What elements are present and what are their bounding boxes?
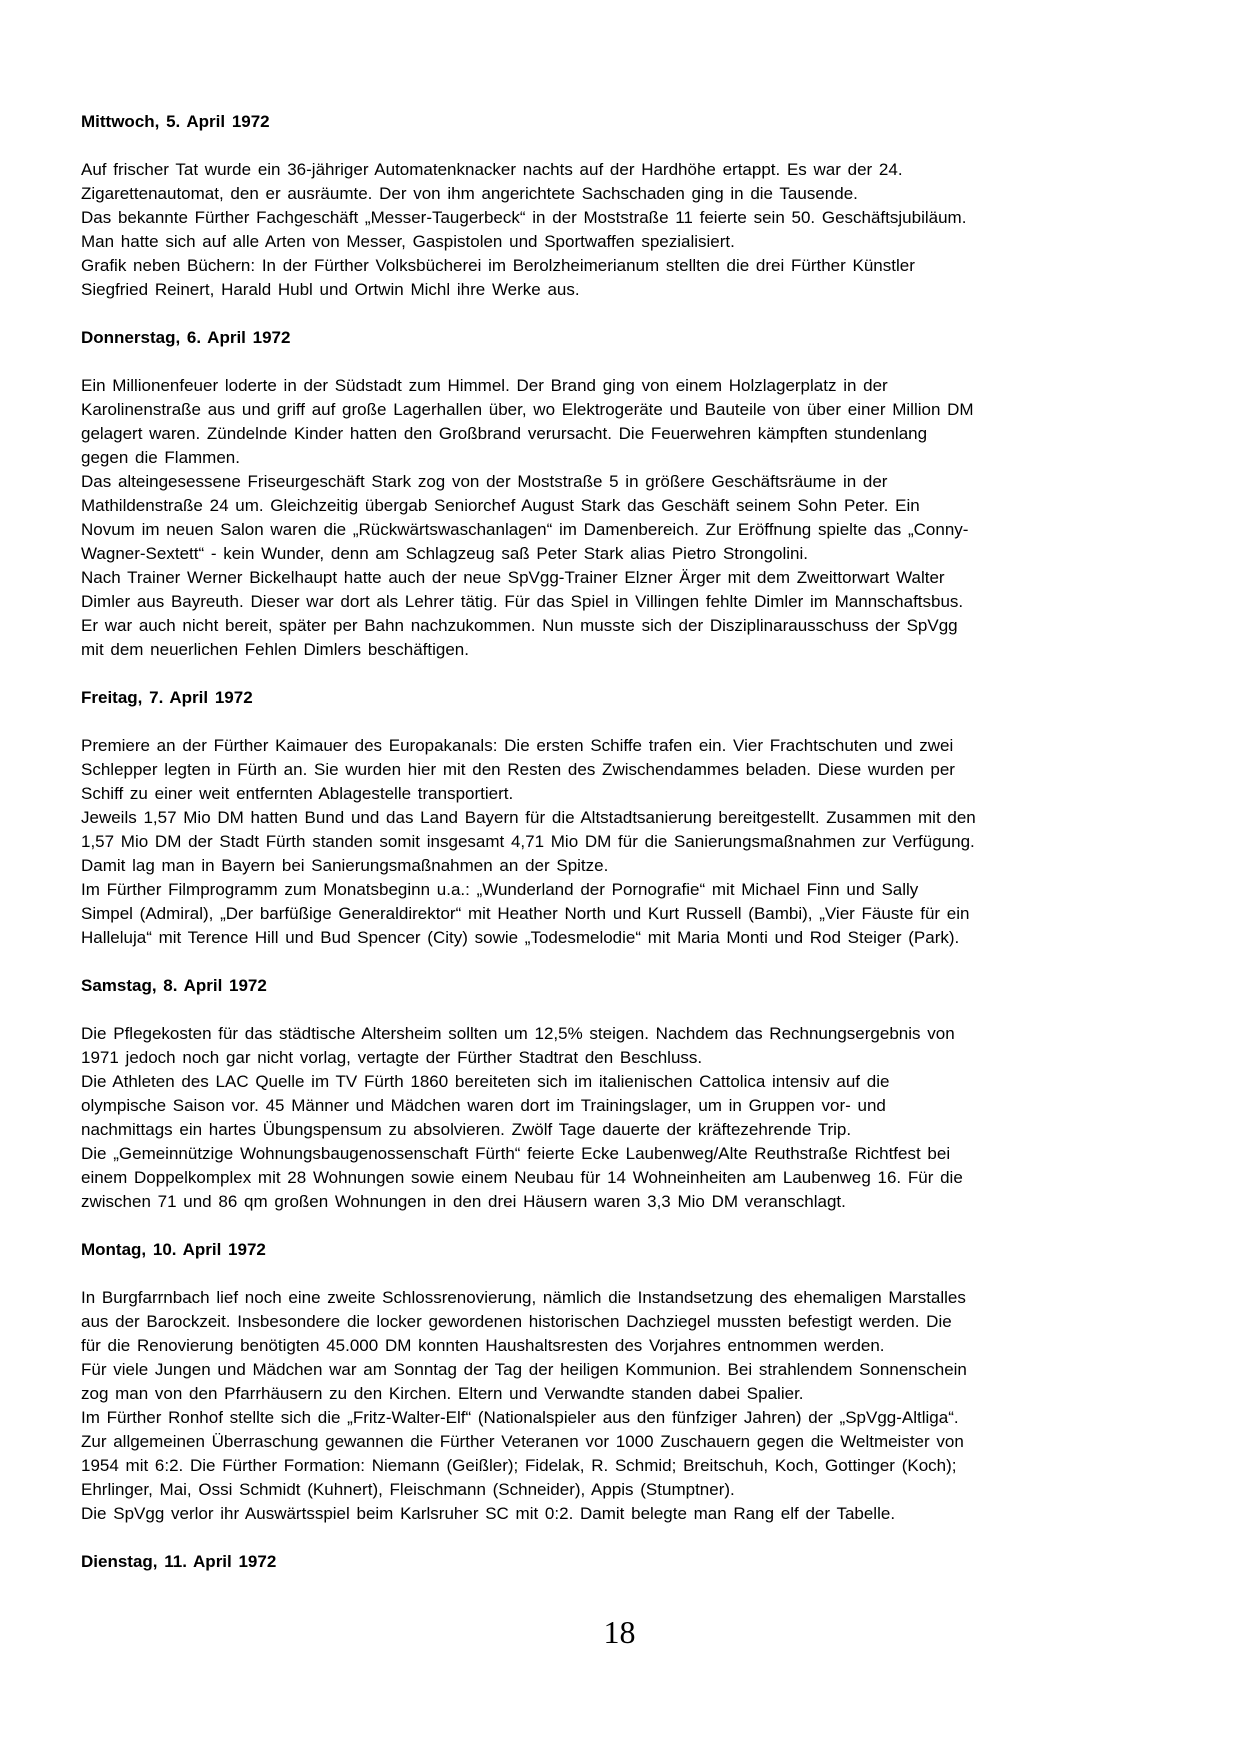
text-line: Die Pflegekosten für das städtische Altersheim sollten um 12,5% steigen. Nachdem das Rechnungsergebnis von: [81, 1024, 955, 1043]
text-line: aus der Barockzeit. Insbesondere die locker gewordenen historischen Dachziegel mussten befestigt werden. Die: [81, 1312, 952, 1331]
text-line: Dimler aus Bayreuth. Dieser war dort als Lehrer tätig. Für das Spiel in Villingen fehlte Dimler im Mannschaftsbus.: [81, 592, 964, 611]
text-line: zwischen 71 und 86 qm großen Wohnungen in den drei Häusern waren 3,3 Mio DM veranschlagt.: [81, 1192, 846, 1211]
text-line: Er war auch nicht bereit, später per Bahn nachzukommen. Nun musste sich der Disziplinarausschuss der SpVgg: [81, 616, 958, 635]
text-line: 1,57 Mio DM der Stadt Fürth standen somit insgesamt 4,71 Mio DM für die Sanierungsmaßnahmen zur Verfügung.: [81, 832, 975, 851]
text-line: 1971 jedoch noch gar nicht vorlag, vertagte der Fürther Stadtrat den Beschluss.: [81, 1048, 703, 1067]
page-number: 18: [603, 1614, 636, 1650]
text-line: Die „Gemeinnützige Wohnungsbaugenossenschaft Fürth“ feierte Ecke Laubenweg/Alte Reuthstraße Richtfest bei: [81, 1144, 951, 1163]
text-line: Das bekannte Fürther Fachgeschäft „Messer-Taugerbeck“ in der Moststraße 11 feierte sein 50. Geschäftsjubiläum.: [81, 208, 967, 227]
text-line: 1954 mit 6:2. Die Fürther Formation: Niemann (Geißler); Fidelak, R. Schmid; Breitschuh, Koch, Gottinger (Koch);: [81, 1456, 957, 1475]
day-heading: Montag, 10. April 1972: [81, 1240, 266, 1259]
day-heading: Freitag, 7. April 1972: [81, 688, 253, 707]
document-content: [81, 110, 1191, 1598]
text-line: für die Renovierung benötigten 45.000 DM konnten Haushaltsresten des Vorjahres entnommen werden.: [81, 1336, 885, 1355]
text-line: In Burgfarrnbach lief noch eine zweite Schlossrenovierung, nämlich die Instandsetzung des ehemaligen Marstalles: [81, 1288, 966, 1307]
text-line: gelagert waren. Zündelnde Kinder hatten den Großbrand verursacht. Die Feuerwehren kämpften stundenlang: [81, 424, 928, 443]
text-line: einem Doppelkomplex mit 28 Wohnungen sowie einem Neubau für 14 Wohneinheiten am Laubenweg 16. Für die: [81, 1168, 963, 1187]
text-line: Zur allgemeinen Überraschung gewannen die Fürther Veteranen vor 1000 Zuschauern gegen die Weltmeister von: [81, 1432, 964, 1451]
text-line: Simpel (Admiral), „Der barfüßige Generaldirektor“ mit Heather North und Kurt Russell (Bambi), „Vier Fäuste für ein: [81, 904, 970, 923]
text-line: olympische Saison vor. 45 Männer und Mädchen waren dort im Trainingslager, um in Gruppen vor- und: [81, 1096, 886, 1115]
text-line: Schlepper legten in Fürth an. Sie wurden hier mit den Resten des Zwischendammes beladen. Diese wurden per: [81, 760, 955, 779]
day-section: [81, 326, 1191, 662]
day-heading: Samstag, 8. April 1972: [81, 976, 267, 995]
text-line: Halleluja“ mit Terence Hill und Bud Spencer (City) sowie „Todesmelodie“ mit Maria Monti und Rod Steiger (Park).: [81, 928, 960, 947]
day-section: [81, 1550, 1191, 1574]
text-line: Karolinenstraße aus und griff auf große Lagerhallen über, wo Elektrogeräte und Bauteile von über einer Million DM: [81, 400, 974, 419]
text-line: Novum im neuen Salon waren die „Rückwärtswaschanlagen“ im Damenbereich. Zur Eröffnung spielte das „Conny-: [81, 520, 969, 539]
day-heading: Dienstag, 11. April 1972: [81, 1552, 277, 1571]
text-line: Siegfried Reinert, Harald Hubl und Ortwin Michl ihre Werke aus.: [81, 280, 580, 299]
day-section: [81, 974, 1191, 1214]
text-line: mit dem neuerlichen Fehlen Dimlers beschäftigen.: [81, 640, 469, 659]
text-line: Im Fürther Ronhof stellte sich die „Fritz-Walter-Elf“ (Nationalspieler aus den fünfziger Jahren) der „SpVgg-Altliga“.: [81, 1408, 959, 1427]
text-line: Damit lag man in Bayern bei Sanierungsmaßnahmen an der Spitze.: [81, 856, 609, 875]
text-line: Ehrlinger, Mai, Ossi Schmidt (Kuhnert), Fleischmann (Schneider), Appis (Stumptner).: [81, 1480, 735, 1499]
text-line: Premiere an der Fürther Kaimauer des Europakanals: Die ersten Schiffe trafen ein. Vier Frachtschuten und zwei: [81, 736, 954, 755]
text-line: Die Athleten des LAC Quelle im TV Fürth 1860 bereiteten sich im italienischen Cattolica intensiv auf die: [81, 1072, 890, 1091]
text-line: Wagner-Sextett“ - kein Wunder, denn am Schlagzeug saß Peter Stark alias Pietro Strongolini.: [81, 544, 809, 563]
day-section: [81, 110, 1191, 302]
text-line: Mathildenstraße 24 um. Gleichzeitig übergab Seniorchef August Stark das Geschäft seinem Sohn Peter. Ein: [81, 496, 920, 515]
text-line: Ein Millionenfeuer loderte in der Südstadt zum Himmel. Der Brand ging von einem Holzlagerplatz in der: [81, 376, 888, 395]
text-line: gegen die Flammen.: [81, 448, 240, 467]
text-line: zog man von den Pfarrhäusern zu den Kirchen. Eltern und Verwandte standen dabei Spalier.: [81, 1384, 804, 1403]
text-line: Auf frischer Tat wurde ein 36-jähriger Automatenknacker nachts auf der Hardhöhe ertappt. Es war der 24.: [81, 160, 903, 179]
text-line: nachmittags ein hartes Übungspensum zu absolvieren. Zwölf Tage dauerte der kräftezehrende Trip.: [81, 1120, 852, 1139]
text-line: Die SpVgg verlor ihr Auswärtsspiel beim Karlsruher SC mit 0:2. Damit belegte man Rang elf der Tabelle.: [81, 1504, 896, 1523]
day-heading: Donnerstag, 6. April 1972: [81, 328, 291, 347]
text-line: Nach Trainer Werner Bickelhaupt hatte auch der neue SpVgg-Trainer Elzner Ärger mit dem Zweittorwart Walter: [81, 568, 945, 587]
day-section: [81, 686, 1191, 950]
text-line: Man hatte sich auf alle Arten von Messer, Gaspistolen und Sportwaffen spezialisiert.: [81, 232, 735, 251]
text-line: Grafik neben Büchern: In der Fürther Volksbücherei im Berolzheimerianum stellten die drei Fürther Künstler: [81, 256, 915, 275]
day-heading: Mittwoch, 5. April 1972: [81, 112, 270, 131]
text-line: Das alteingesessene Friseurgeschäft Stark zog von der Moststraße 5 in größere Geschäftsräume in der: [81, 472, 888, 491]
text-line: Im Fürther Filmprogramm zum Monatsbeginn u.a.: „Wunderland der Pornografie“ mit Michael Finn und Sally: [81, 880, 919, 899]
text-line: Zigarettenautomat, den er ausräumte. Der von ihm angerichtete Sachschaden ging in die Tausende.: [81, 184, 858, 203]
text-line: Jeweils 1,57 Mio DM hatten Bund und das Land Bayern für die Altstadtsanierung bereitgestellt. Zusammen mit den: [81, 808, 976, 827]
text-line: Für viele Jungen und Mädchen war am Sonntag der Tag der heiligen Kommunion. Bei strahlendem Sonnenschein: [81, 1360, 967, 1379]
text-line: Schiff zu einer weit entfernten Ablagestelle transportiert.: [81, 784, 514, 803]
day-section: [81, 1238, 1191, 1526]
